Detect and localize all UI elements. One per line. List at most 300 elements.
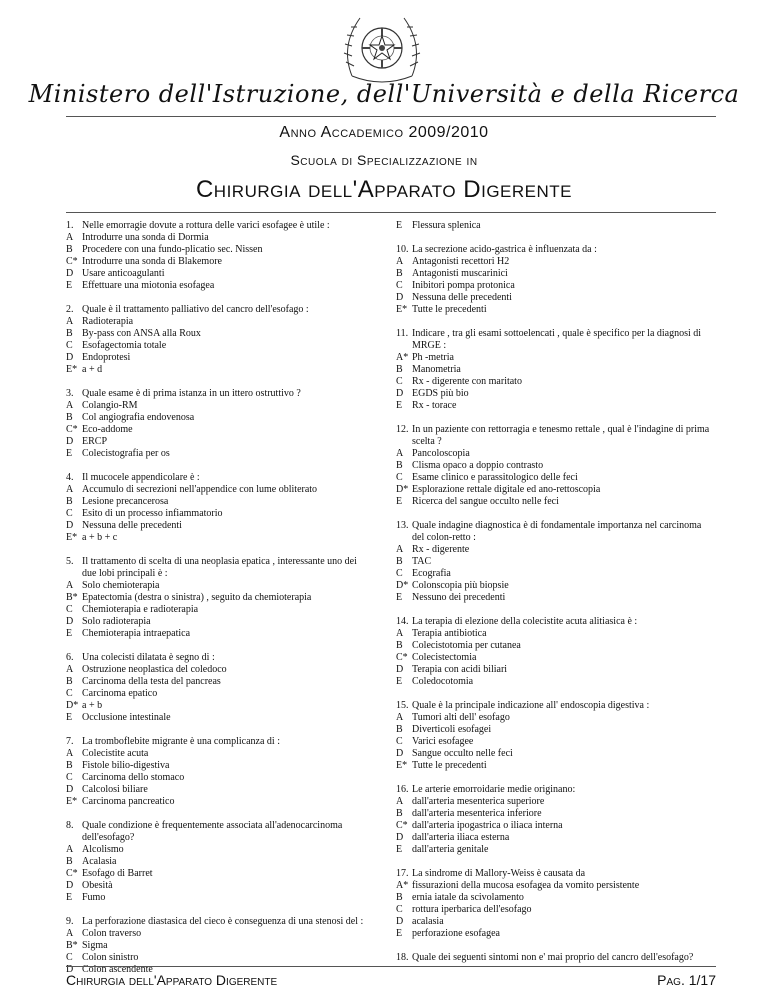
answer-option — [396, 880, 716, 892]
option-letter: A — [396, 256, 404, 267]
option-letter: B — [66, 676, 73, 687]
answer-option — [396, 808, 716, 820]
answer-option — [396, 544, 716, 556]
question-block — [66, 820, 366, 904]
option-letter: C* — [66, 868, 78, 879]
option-letter: E — [66, 448, 73, 459]
answer-option — [66, 448, 366, 460]
option-text: dall'arteria ipogastrica o iliaca interna — [412, 820, 563, 831]
option-letter: D — [66, 616, 74, 627]
option-letter: E — [396, 496, 403, 507]
question-block — [396, 424, 716, 508]
question-text: Quale esame è di prima istanza in un ittero ostruttivo ? — [82, 388, 301, 399]
option-text: Lesione precancerosa — [82, 496, 169, 507]
answer-option — [66, 532, 366, 544]
question-text: La terapia di elezione della colecistite acuta alitiasica è : — [412, 616, 638, 627]
option-letter: B — [396, 892, 403, 903]
answer-option — [66, 280, 366, 292]
option-text: Endoprotesi — [82, 352, 131, 363]
answer-option — [396, 832, 716, 844]
option-text: By-pass con ANSA alla Roux — [82, 328, 201, 339]
answer-option — [396, 268, 716, 280]
option-letter: A — [396, 628, 404, 639]
answer-option — [66, 772, 366, 784]
option-letter: B — [66, 244, 73, 255]
answer-option — [66, 424, 366, 436]
question-block — [396, 520, 716, 604]
option-text: Tutte le precedenti — [412, 304, 487, 315]
option-letter: B — [396, 268, 403, 279]
answer-option — [66, 508, 366, 520]
question-text: Il trattamento di scelta di una neoplasia epatica , interessante uno dei due lobi principali è : — [82, 556, 357, 579]
question-block — [66, 556, 366, 640]
option-text: Sigma — [82, 940, 108, 951]
option-text: dall'arteria genitale — [412, 844, 489, 855]
specialty-title: Chirurgia dell'Apparato Digerente — [195, 176, 573, 203]
option-text: Terapia antibiotica — [412, 628, 487, 639]
answer-option — [66, 352, 366, 364]
question-block — [66, 736, 366, 808]
option-text: a + d — [82, 364, 103, 375]
question-number: 2. — [66, 304, 74, 315]
option-text: Colangio-RM — [82, 400, 138, 411]
question-block — [66, 472, 366, 544]
option-text: Procedere con una fundo-plicatio sec. Nissen — [82, 244, 263, 255]
option-text: Esofago di Barret — [82, 868, 153, 879]
question-block — [66, 220, 366, 292]
option-text: Nessuno dei precedenti — [412, 592, 506, 603]
answer-option — [396, 736, 716, 748]
option-text: TAC — [412, 556, 432, 567]
option-letter: E — [396, 400, 403, 411]
question-number: 18. — [396, 952, 409, 963]
option-text: Chemioterapia intraepatica — [82, 628, 191, 639]
question-text: Una colecisti dilatata è segno di : — [82, 652, 215, 663]
header-rule — [66, 116, 716, 117]
answer-option — [66, 520, 366, 532]
question-text: Quale è il trattamento palliativo del cancro dell'esofago : — [82, 304, 309, 315]
option-text: Inibitori pompa protonica — [412, 280, 515, 291]
option-letter: C — [66, 508, 73, 519]
answer-option — [396, 460, 716, 472]
option-letter: E* — [66, 796, 78, 807]
option-letter: C — [66, 604, 73, 615]
option-text: perforazione esofagea — [412, 928, 500, 939]
option-letter: B — [66, 856, 73, 867]
question-number: 14. — [396, 616, 409, 627]
option-letter: C — [66, 340, 73, 351]
answer-option — [66, 328, 366, 340]
answer-option — [66, 676, 366, 688]
option-text: Carcinoma pancreatico — [82, 796, 175, 807]
answer-option — [66, 244, 366, 256]
question-text: Le arterie emorroidarie medie originano: — [412, 784, 576, 795]
option-letter: D — [66, 352, 74, 363]
question-number: 7. — [66, 736, 74, 747]
answer-option — [66, 436, 366, 448]
question-text: Quale condizione è frequentemente associata all'adenocarcinoma dell'esofago? — [82, 820, 343, 843]
answer-option — [66, 748, 366, 760]
option-text: Rx - digerente con maritato — [412, 376, 522, 387]
option-text: Esofagectomia totale — [82, 340, 167, 351]
question-number: 5. — [66, 556, 74, 567]
option-letter: C — [66, 772, 73, 783]
question-block — [396, 952, 716, 964]
option-letter: B — [396, 724, 403, 735]
option-letter: C* — [396, 652, 408, 663]
option-letter: C — [396, 472, 403, 483]
answer-option — [66, 892, 366, 904]
question-text-row — [66, 556, 366, 580]
answer-option — [66, 256, 366, 268]
question-text-row — [396, 244, 716, 256]
answer-option — [66, 580, 366, 592]
option-letter: A — [66, 232, 74, 243]
question-block — [396, 220, 716, 232]
option-letter: D* — [66, 700, 79, 711]
option-letter: B — [66, 496, 73, 507]
question-block — [396, 616, 716, 688]
option-text: Eco-addome — [82, 424, 133, 435]
answer-option — [66, 880, 366, 892]
option-text: Accumulo di secrezioni nell'appendice con lume obliterato — [82, 484, 318, 495]
option-letter: D — [396, 748, 404, 759]
title-rule — [66, 212, 716, 213]
option-letter: D — [396, 292, 404, 303]
option-text: Radioterapia — [82, 316, 134, 327]
option-letter: D — [66, 784, 74, 795]
page-number: Pag. 1/17 — [657, 972, 716, 988]
answer-option — [396, 892, 716, 904]
answer-option — [396, 472, 716, 484]
option-text: Colecistotomia per cutanea — [412, 640, 521, 651]
question-text: Nelle emorragie dovute a rottura delle varici esofagee è utile : — [82, 220, 330, 231]
option-letter: C — [66, 952, 73, 963]
answer-option — [66, 268, 366, 280]
answer-option — [396, 820, 716, 832]
option-text: Colecistectomia — [412, 652, 477, 663]
option-text: Colecistite acuta — [82, 748, 149, 759]
option-letter: E — [396, 592, 403, 603]
option-letter: B — [66, 328, 73, 339]
question-text: Quale dei seguenti sintomi non e' mai proprio del cancro dell'esofago? — [412, 952, 694, 963]
option-letter: C — [396, 568, 403, 579]
question-text-row — [66, 652, 366, 664]
option-letter: D — [396, 388, 404, 399]
option-letter: C* — [66, 424, 78, 435]
option-letter: E — [396, 220, 403, 231]
answer-option — [66, 232, 366, 244]
option-letter: D — [66, 964, 74, 975]
option-letter: E — [66, 712, 73, 723]
answer-option — [396, 292, 716, 304]
option-text: Chemioterapia e radioterapia — [82, 604, 199, 615]
answer-option — [396, 400, 716, 412]
option-text: Terapia con acidi biliari — [412, 664, 508, 675]
option-text: Epatectomia (destra o sinistra) , seguito da chemioterapia — [82, 592, 312, 603]
option-letter: B — [396, 460, 403, 471]
question-block — [396, 868, 716, 940]
option-letter: C* — [396, 820, 408, 831]
answer-option — [396, 556, 716, 568]
answer-option — [396, 304, 716, 316]
answer-option — [396, 388, 716, 400]
question-block — [66, 388, 366, 460]
question-block — [66, 304, 366, 376]
option-text: rottura iperbarica dell'esofago — [412, 904, 532, 915]
option-text: Rx - torace — [412, 400, 457, 411]
answer-option — [396, 484, 716, 496]
option-text: Rx - digerente — [412, 544, 470, 555]
option-letter: E* — [396, 760, 408, 771]
option-letter: A — [66, 844, 74, 855]
option-letter: B — [396, 808, 403, 819]
option-letter: A — [396, 712, 404, 723]
answer-option — [396, 496, 716, 508]
option-letter: A — [66, 928, 74, 939]
question-text-row — [66, 820, 366, 844]
option-letter: E — [396, 844, 403, 855]
answer-option — [396, 712, 716, 724]
question-text-row — [66, 388, 366, 400]
answer-option — [66, 340, 366, 352]
option-text: Obesità — [82, 880, 113, 891]
question-number: 3. — [66, 388, 74, 399]
question-text: Quale è la principale indicazione all' endoscopia digestiva : — [412, 700, 650, 711]
option-letter: A — [66, 484, 74, 495]
option-letter: D — [396, 664, 404, 675]
school-label: Scuola di Specializzazione in — [290, 152, 478, 168]
option-letter: B* — [66, 592, 78, 603]
option-text: Fistole bilio-digestiva — [82, 760, 170, 771]
option-text: Ostruzione neoplastica del coledoco — [82, 664, 227, 675]
page-footer — [66, 972, 716, 988]
option-letter: E* — [66, 532, 78, 543]
question-block — [66, 916, 366, 976]
option-letter: A* — [396, 352, 409, 363]
option-text: Antagonisti recettori H2 — [412, 256, 510, 267]
option-letter: E — [396, 676, 403, 687]
option-letter: B — [396, 556, 403, 567]
question-number: 8. — [66, 820, 74, 831]
option-text: Colecistografia per os — [82, 448, 170, 459]
option-text: a + b — [82, 700, 103, 711]
question-block — [396, 784, 716, 856]
option-text: Ecografia — [412, 568, 451, 579]
option-letter: A — [66, 748, 74, 759]
answer-option — [396, 724, 716, 736]
option-letter: D — [396, 916, 404, 927]
option-letter: E — [66, 892, 73, 903]
option-letter: B — [66, 412, 73, 423]
option-text: Alcolismo — [82, 844, 124, 855]
option-text: Sangue occulto nelle feci — [412, 748, 513, 759]
option-text: Colon traverso — [82, 928, 142, 939]
answer-option — [66, 412, 366, 424]
answer-option — [396, 928, 716, 940]
answer-option — [66, 784, 366, 796]
question-text-row — [66, 472, 366, 484]
question-text: Il mucocele appendicolare è : — [82, 472, 200, 483]
answer-option — [396, 592, 716, 604]
question-number: 17. — [396, 868, 409, 879]
answer-option — [66, 688, 366, 700]
option-text: Tutte le precedenti — [412, 760, 487, 771]
answer-option — [66, 952, 366, 964]
option-text: ernia iatale da scivolamento — [412, 892, 524, 903]
question-text-row — [66, 916, 366, 928]
right-column — [396, 220, 716, 976]
option-text: Acalasia — [82, 856, 117, 867]
question-block — [396, 700, 716, 772]
question-number: 16. — [396, 784, 409, 795]
answer-option — [66, 496, 366, 508]
option-letter: A — [66, 580, 74, 591]
option-letter: A — [396, 448, 404, 459]
question-text-row — [66, 736, 366, 748]
answer-option — [396, 676, 716, 688]
option-letter: D — [66, 436, 74, 447]
academic-year: Anno Accademico 2009/2010 — [279, 124, 489, 141]
option-text: Calcolosi biliare — [82, 784, 148, 795]
question-number: 1. — [66, 220, 74, 231]
ministry-title: Ministero dell'Istruzione, dell'Università e della Ricerca — [28, 80, 740, 108]
option-text: Esito di un processo infiammatorio — [82, 508, 223, 519]
answer-option — [396, 640, 716, 652]
option-text: ERCP — [82, 436, 108, 447]
answer-option — [396, 904, 716, 916]
option-text: Diverticoli esofagei — [412, 724, 492, 735]
option-text: Colonscopia più biopsie — [412, 580, 509, 591]
answer-option — [396, 628, 716, 640]
question-number: 12. — [396, 424, 409, 435]
question-text-row — [396, 952, 716, 964]
answer-option — [66, 400, 366, 412]
answer-option — [66, 364, 366, 376]
option-letter: A — [396, 796, 404, 807]
option-letter: E — [66, 280, 73, 291]
option-letter: C — [396, 904, 403, 915]
answer-option — [66, 700, 366, 712]
option-letter: D* — [396, 484, 409, 495]
option-text: Occlusione intestinale — [82, 712, 171, 723]
answer-option — [396, 760, 716, 772]
option-text: acalasia — [412, 916, 444, 927]
option-text: dall'arteria mesenterica superiore — [412, 796, 545, 807]
question-text: Indicare , tra gli esami sottoelencati , quale è specifico per la diagnosi di MRGE : — [412, 328, 702, 351]
answer-option — [66, 928, 366, 940]
answer-option — [396, 376, 716, 388]
question-text-row — [396, 700, 716, 712]
question-number: 6. — [66, 652, 74, 663]
option-letter: A — [66, 316, 74, 327]
answer-option — [66, 844, 366, 856]
option-text: Esame clinico e parassitologico delle feci — [412, 472, 578, 483]
question-text: Quale indagine diagnostica è di fondamentale importanza nel carcinoma del colon-retto : — [412, 520, 702, 543]
question-text: La sindrome di Mallory-Weiss è causata da — [412, 868, 586, 879]
answer-option — [396, 220, 716, 232]
answer-option — [396, 844, 716, 856]
answer-option — [66, 592, 366, 604]
question-text: La secrezione acido-gastrica è influenzata da : — [412, 244, 597, 255]
option-text: Esplorazione rettale digitale ed ano-rettoscopia — [412, 484, 601, 495]
answer-option — [66, 796, 366, 808]
answer-option — [66, 712, 366, 724]
option-text: Manometria — [412, 364, 461, 375]
option-letter: D — [66, 520, 74, 531]
option-letter: E* — [396, 304, 408, 315]
question-text-row — [66, 220, 366, 232]
question-text-row — [396, 868, 716, 880]
answer-option — [66, 604, 366, 616]
left-column — [66, 220, 366, 988]
option-letter: E* — [66, 364, 78, 375]
option-letter: C* — [66, 256, 78, 267]
option-text: dall'arteria mesenterica inferiore — [412, 808, 542, 819]
answer-option — [66, 664, 366, 676]
question-number: 4. — [66, 472, 74, 483]
option-letter: D* — [396, 580, 409, 591]
question-text: In un paziente con rettorragia e tenesmo rettale , qual è l'indagine di prima scelta ? — [412, 424, 710, 447]
question-number: 11. — [396, 328, 409, 339]
option-text: Col angiografia endovenosa — [82, 412, 195, 423]
answer-option — [396, 364, 716, 376]
footer-title: Chirurgia dell'Apparato Digerente — [66, 972, 278, 988]
answer-option — [396, 748, 716, 760]
answer-option — [66, 856, 366, 868]
question-block — [396, 328, 716, 412]
option-letter: A — [396, 544, 404, 555]
option-text: Colon ascendente — [82, 964, 153, 975]
question-block — [396, 244, 716, 316]
option-text: Coledocotomia — [412, 676, 474, 687]
option-text: Introdurre una sonda di Dormia — [82, 232, 209, 243]
option-text: Usare anticoagulanti — [82, 268, 165, 279]
answer-option — [396, 280, 716, 292]
republic-emblem-icon — [332, 6, 432, 90]
option-text: Nessuna delle precedenti — [82, 520, 182, 531]
option-letter: A* — [396, 880, 409, 891]
question-text-row — [66, 304, 366, 316]
option-letter: E — [396, 928, 403, 939]
question-number: 9. — [66, 916, 74, 927]
option-letter: D — [66, 268, 74, 279]
answer-option — [396, 256, 716, 268]
answer-option — [66, 628, 366, 640]
option-letter: B — [396, 640, 403, 651]
option-letter: C — [396, 736, 403, 747]
answer-option — [396, 448, 716, 460]
question-text-row — [396, 520, 716, 544]
option-letter: A — [66, 664, 74, 675]
answer-option — [66, 316, 366, 328]
option-text: Carcinoma epatico — [82, 688, 158, 699]
option-letter: B — [396, 364, 403, 375]
option-text: Varici esofagee — [412, 736, 474, 747]
option-text: Fumo — [82, 892, 106, 903]
answer-option — [396, 796, 716, 808]
option-letter: D — [66, 880, 74, 891]
answer-option — [66, 760, 366, 772]
question-text-row — [396, 616, 716, 628]
option-text: Colon sinistro — [82, 952, 139, 963]
answer-option — [396, 580, 716, 592]
option-text: dall'arteria iliaca esterna — [412, 832, 510, 843]
question-text: La tromboflebite migrante è una complicanza di : — [82, 736, 280, 747]
question-number: 15. — [396, 700, 409, 711]
option-text: Solo radioterapia — [82, 616, 151, 627]
option-text: Pancoloscopia — [412, 448, 470, 459]
